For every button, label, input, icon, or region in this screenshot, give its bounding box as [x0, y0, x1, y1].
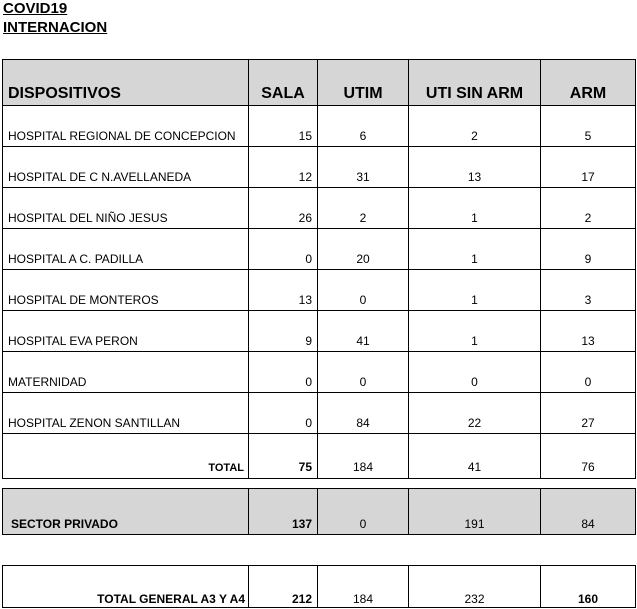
row-uti-sin-arm: 0 — [409, 352, 541, 393]
table-row — [3, 229, 636, 270]
row-arm: 5 — [541, 106, 636, 147]
document-subtitle: INTERNACION — [3, 19, 108, 36]
total-label: TOTAL — [3, 434, 249, 479]
row-uti-sin-arm: 1 — [409, 311, 541, 352]
total-general-sala: 212 — [249, 566, 318, 608]
row-name: MATERNIDAD — [3, 352, 249, 393]
sector-privado-sala: 137 — [249, 489, 318, 535]
row-name: HOSPITAL EVA PERON — [3, 311, 249, 352]
row-sala: 26 — [249, 188, 318, 229]
row-uti-sin-arm: 1 — [409, 188, 541, 229]
total-general-table — [2, 565, 636, 608]
row-sala: 0 — [249, 352, 318, 393]
total-arm: 76 — [541, 434, 636, 479]
total-uti-sin-arm: 41 — [409, 434, 541, 479]
total-general-uti-sin-arm: 232 — [409, 566, 541, 608]
row-utim: 0 — [318, 352, 409, 393]
total-sala: 75 — [249, 434, 318, 479]
row-utim: 31 — [318, 147, 409, 188]
table-row — [3, 106, 636, 147]
sector-privado-utim: 0 — [318, 489, 409, 535]
sector-privado-row — [3, 489, 636, 535]
row-name: HOSPITAL A C. PADILLA — [3, 229, 249, 270]
row-uti-sin-arm: 1 — [409, 270, 541, 311]
row-arm: 17 — [541, 147, 636, 188]
row-arm: 0 — [541, 352, 636, 393]
row-arm: 3 — [541, 270, 636, 311]
row-arm: 9 — [541, 229, 636, 270]
total-row — [3, 434, 636, 479]
row-utim: 6 — [318, 106, 409, 147]
header-arm: ARM — [541, 60, 636, 106]
row-utim: 2 — [318, 188, 409, 229]
table-row — [3, 147, 636, 188]
row-uti-sin-arm: 2 — [409, 106, 541, 147]
row-sala: 15 — [249, 106, 318, 147]
total-general-row — [3, 566, 636, 608]
internacion-table — [2, 59, 636, 479]
row-utim: 84 — [318, 393, 409, 434]
table-row — [3, 352, 636, 393]
row-arm: 13 — [541, 311, 636, 352]
row-utim: 41 — [318, 311, 409, 352]
row-name: HOSPITAL REGIONAL DE CONCEPCION — [3, 106, 249, 147]
sector-privado-table — [2, 488, 636, 535]
sector-privado-arm: 84 — [541, 489, 636, 535]
total-general-label: TOTAL GENERAL A3 Y A4 — [3, 566, 249, 608]
row-utim: 0 — [318, 270, 409, 311]
row-sala: 0 — [249, 393, 318, 434]
document-title: COVID19 — [3, 0, 68, 17]
table-row — [3, 270, 636, 311]
table-header-row — [3, 60, 636, 106]
row-arm: 27 — [541, 393, 636, 434]
table-row — [3, 311, 636, 352]
total-general-utim: 184 — [318, 566, 409, 608]
row-name: HOSPITAL DE MONTEROS — [3, 270, 249, 311]
header-dispositivos: DISPOSITIVOS — [3, 60, 249, 106]
row-utim: 20 — [318, 229, 409, 270]
header-uti-sin-arm: UTI SIN ARM — [409, 60, 541, 106]
row-sala: 0 — [249, 229, 318, 270]
sector-privado-label: SECTOR PRIVADO — [3, 489, 249, 535]
sector-privado-uti-sin-arm: 191 — [409, 489, 541, 535]
total-utim: 184 — [318, 434, 409, 479]
row-sala: 12 — [249, 147, 318, 188]
header-utim: UTIM — [318, 60, 409, 106]
row-name: HOSPITAL DEL NIÑO JESUS — [3, 188, 249, 229]
table-row — [3, 188, 636, 229]
row-name: HOSPITAL ZENON SANTILLAN — [3, 393, 249, 434]
total-general-arm: 160 — [541, 566, 636, 608]
row-name: HOSPITAL DE C N.AVELLANEDA — [3, 147, 249, 188]
row-uti-sin-arm: 1 — [409, 229, 541, 270]
row-uti-sin-arm: 22 — [409, 393, 541, 434]
row-sala: 13 — [249, 270, 318, 311]
header-sala: SALA — [249, 60, 318, 106]
row-sala: 9 — [249, 311, 318, 352]
table-row — [3, 393, 636, 434]
row-arm: 2 — [541, 188, 636, 229]
row-uti-sin-arm: 13 — [409, 147, 541, 188]
